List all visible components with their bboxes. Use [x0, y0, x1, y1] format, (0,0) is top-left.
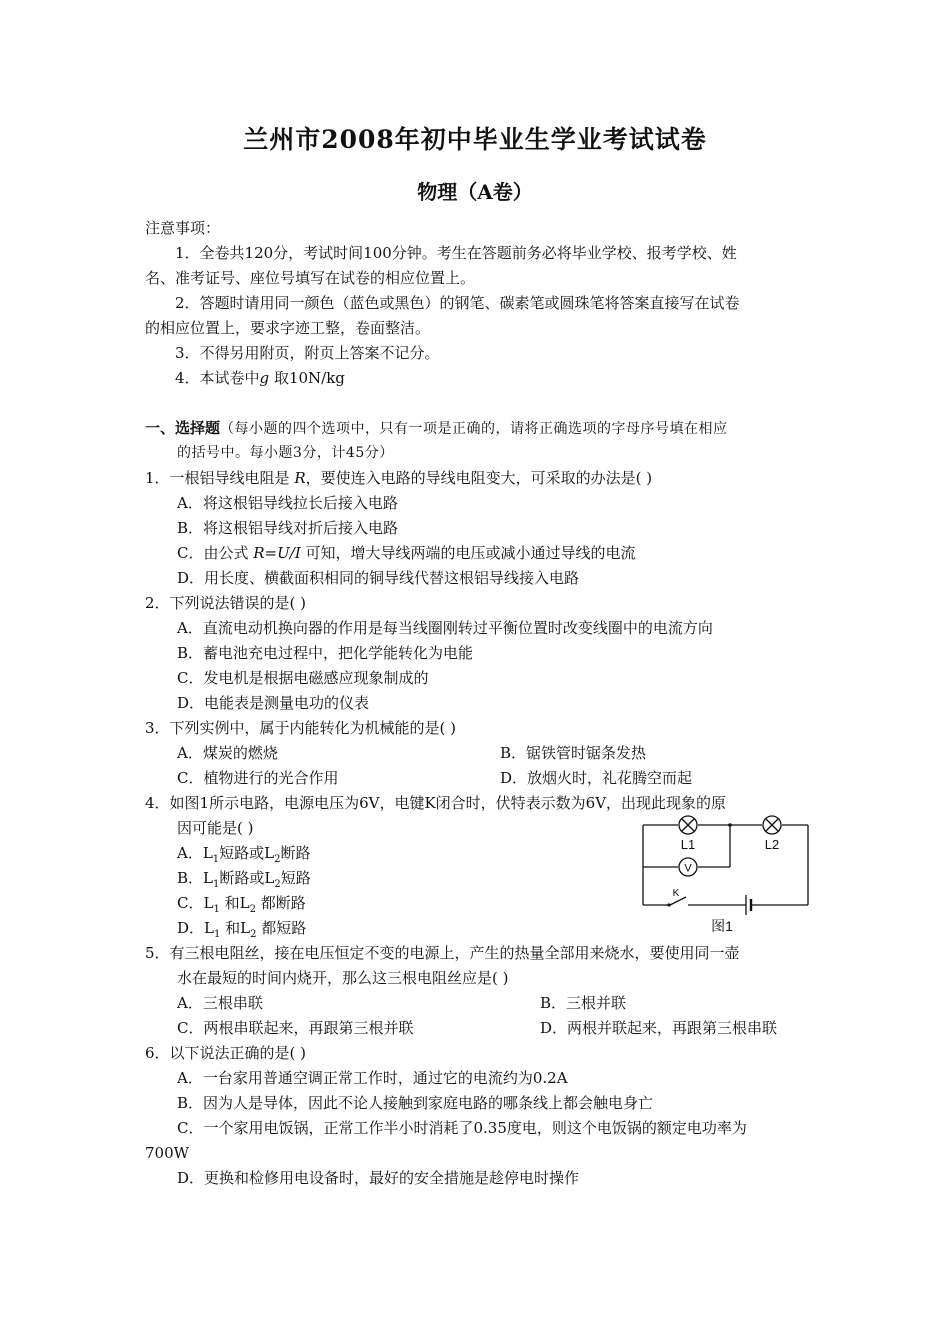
q5-stem-a: 5．有三根电阻丝，接在电压恒定不变的电源上，产生的热量全部用来烧水，要使用同一壶 — [145, 944, 740, 962]
q4-option-a: A．$L_1$短路或$L_2$断路 — [177, 844, 311, 865]
q3-options-cd — [145, 766, 810, 791]
q3-option-a: A．煤炭的燃烧 — [177, 744, 278, 762]
q3-option-b: B．锯铁管时锯条发热 — [500, 744, 647, 762]
q5-stem-b: 水在最短的时间内烧开，那么这三根电阻丝应是( ) — [177, 969, 509, 987]
q1-option-a: A．将这根铝导线拉长后接入电路 — [177, 494, 398, 512]
q4-option-b: B．$L_1$断路或$L_2$短路 — [177, 869, 311, 890]
q3-stem: 3．下列实例中，属于内能转化为机械能的是( ) — [145, 719, 457, 737]
q3-option-c: C．植物进行的光合作用 — [177, 769, 339, 787]
q2-option-d: D．电能表是测量电功的仪表 — [177, 694, 370, 712]
q1-option-c — [145, 541, 810, 566]
page-title: 兰州市2008年初中毕业生学业考试试卷 — [243, 125, 707, 154]
lamp-l1-label: L1 — [680, 837, 696, 852]
note-4-var: g — [259, 369, 270, 387]
q4-stem-b: 因可能是( ) — [177, 819, 254, 837]
section-1-desc-a: （每小题的四个选项中，只有一项是正确的，请将正确选项的字母序号填在相应 — [220, 421, 728, 437]
note-2-line-1: 2．答题时请用同一颜色（蓝色或黑色）的钢笔、碳素笔或圆珠笔将答案直接写在试卷 — [175, 294, 740, 312]
figure-1-caption: 图1 — [711, 918, 733, 934]
exam-body — [145, 216, 810, 1191]
q6-option-a: A．一台家用普通空调正常工作时，通过它的电流约为0.2A — [177, 1069, 568, 1087]
q4-option-c: C．$L_1$ 和$L_2$ 都断路 — [177, 894, 306, 915]
notes-heading: 注意事项： — [145, 219, 221, 237]
q5-options-ab — [145, 991, 810, 1016]
section-1-heading — [145, 416, 810, 441]
q5-options-cd — [145, 1016, 810, 1041]
junction-dot — [728, 823, 732, 827]
battery-icon — [746, 895, 751, 915]
q3-option-d: D．放烟火时，礼花腾空而起 — [500, 769, 693, 787]
q5-option-b: B．三根并联 — [540, 994, 627, 1012]
q2-option-a: A．直流电动机换向器的作用是每当线圈刚转过平衡位置时改变线圈中的电流方向 — [177, 619, 713, 637]
q4-option-d: D．$L_1$ 和$L_2$ 都短路 — [177, 919, 307, 940]
figure-1-circuit — [640, 815, 812, 937]
switch-k-label: K — [672, 888, 680, 899]
note-1-line-1: 1．全卷共120分，考试时间100分钟。考生在答题前务必将毕业学校、报考学校、姓 — [175, 244, 737, 262]
note-3: 3．不得另用附页，附页上答案不记分。 — [175, 344, 440, 362]
note-4 — [145, 366, 810, 391]
lamp-l2-label: L2 — [764, 837, 780, 852]
q1-stem — [145, 466, 810, 491]
q1-option-c-var: R=U/I — [253, 544, 301, 562]
q5-option-d: D．两根并联起来，再跟第三根串联 — [540, 1019, 778, 1037]
note-4-pre: 4．本试卷中 — [175, 369, 260, 387]
lamp-l2-icon — [763, 816, 781, 834]
q2-option-c: C．发电机是根据电磁感应现象制成的 — [177, 669, 429, 687]
q2-option-b: B．蓄电池充电过程中，把化学能转化为电能 — [177, 644, 474, 662]
q6-stem: 6．以下说法正确的是( ) — [145, 1044, 307, 1062]
q5-option-a: A．三根串联 — [177, 994, 263, 1012]
q5-option-c: C．两根串联起来，再跟第三根并联 — [177, 1019, 414, 1037]
note-4-post: 取10N/kg — [273, 369, 345, 387]
q6-option-c-line-2: 700W — [145, 1144, 190, 1162]
q1-stem-post: ，要使连入电路的导线电阻变大，可采取的办法是( ) — [305, 469, 653, 487]
q1-option-b: B．将这根铝导线对折后接入电路 — [177, 519, 399, 537]
q6-option-c-line-1: C．一个家用电饭锅，正常工作半小时消耗了0.35度电，则这个电饭锅的额定电功率为 — [177, 1119, 747, 1137]
note-1-line-2: 名、准考证号、座位号填写在试卷的相应位置上。 — [145, 269, 476, 287]
page-subtitle: 物理（A卷） — [417, 180, 533, 204]
q6-option-d: D．更换和检修用电设备时，最好的安全措施是趁停电时操作 — [177, 1169, 580, 1187]
q2-stem: 2．下列说法错误的是( ) — [145, 594, 307, 612]
q1-option-d: D．用长度、横截面积相同的铜导线代替这根铝导线接入电路 — [177, 569, 580, 587]
section-1-desc-b: 的括号中。每小题3分，计45分） — [177, 445, 394, 461]
q6-option-b: B．因为人是导体，因此不论人接触到家庭电路的哪条线上都会触电身亡 — [177, 1094, 654, 1112]
voltmeter-label: V — [684, 862, 692, 875]
q1-option-c-post: 可知，增大导线两端的电压或减小通过导线的电流 — [305, 544, 636, 562]
switch-contact-dot — [667, 903, 670, 906]
q1-option-c-pre: C．由公式 — [177, 544, 249, 562]
lamp-l1-icon — [679, 816, 697, 834]
q1-stem-pre: 1．一根铝导线电阻是 — [145, 469, 290, 487]
note-2-line-2: 的相应位置上，要求字迹工整，卷面整洁。 — [145, 319, 431, 337]
q1-stem-var: R — [294, 469, 306, 487]
voltmeter-icon — [679, 858, 697, 876]
section-1-label: 一、选择题 — [145, 419, 221, 437]
q4-stem-a: 4．如图1所示电路，电源电压为6V，电键K闭合时，伏特表示数为6V，出现此现象的原 — [145, 794, 727, 812]
q3-options-ab — [145, 741, 810, 766]
